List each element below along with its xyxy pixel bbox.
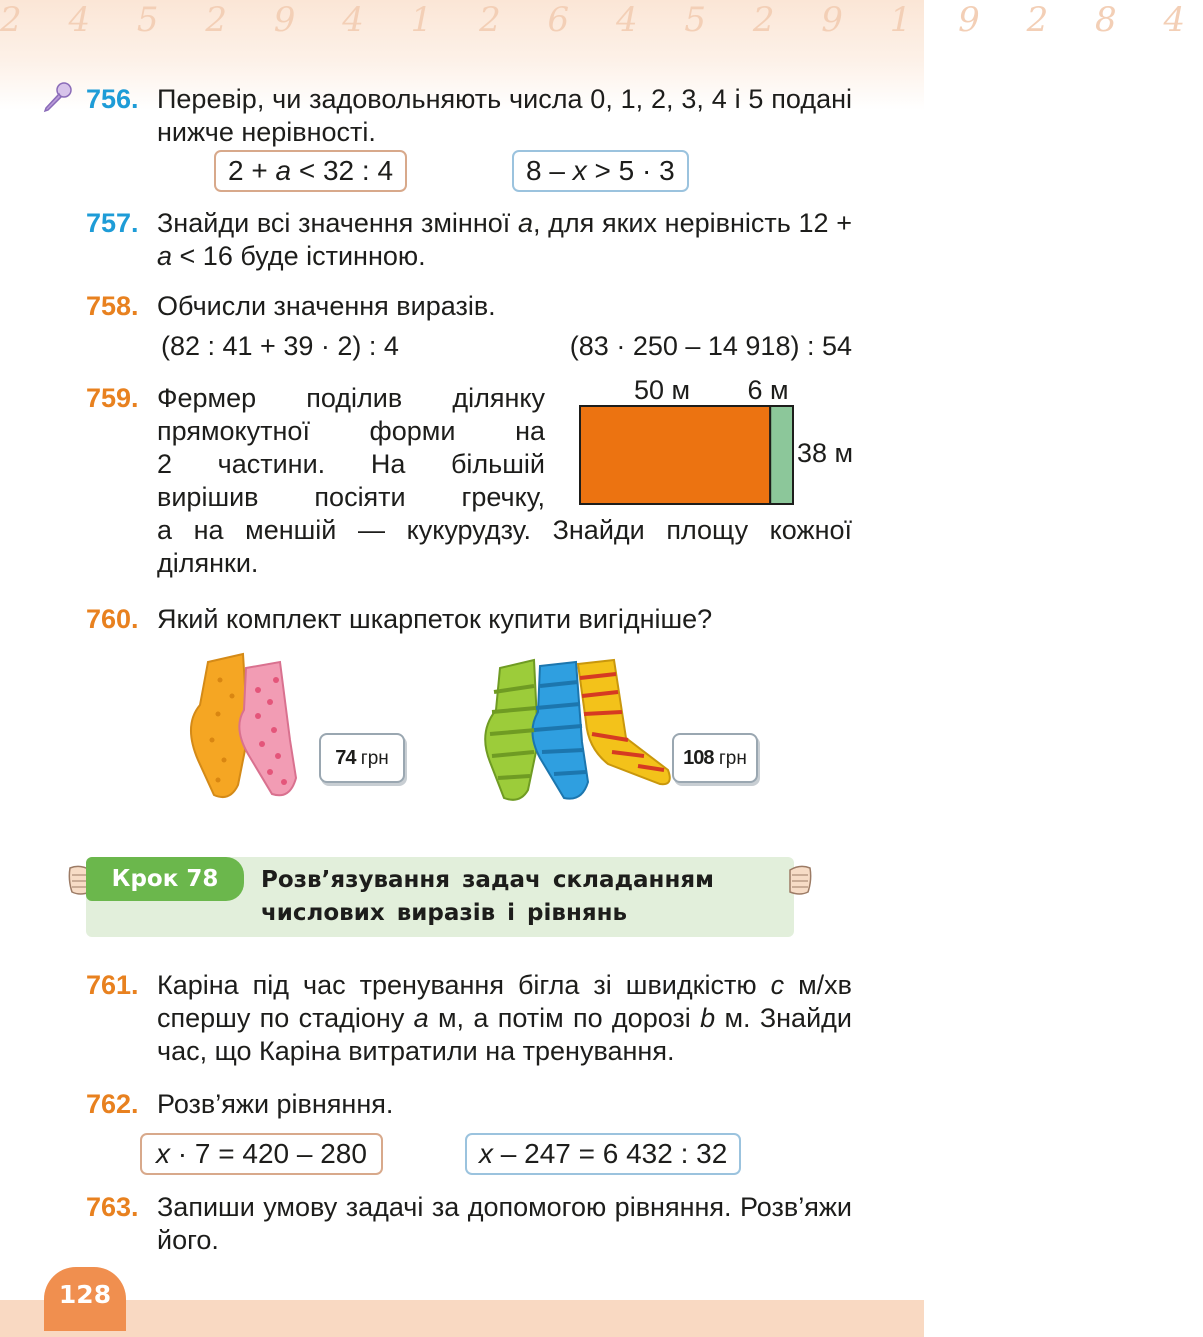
microphone-pencil-icon [40,80,74,114]
price-unit: грн [718,748,747,769]
inequality-2 [512,150,689,192]
price-tag-1 [319,733,405,783]
variable: a [157,241,173,271]
variable: a [413,1003,429,1033]
task-text: Запиши умову задачі за допомогою рівняння. Розв’яжи його. [157,1192,852,1255]
task-text [157,969,852,1068]
task-text: Обчисли значення виразів. [157,291,496,321]
inequality-1 [214,150,407,192]
text-line: 2 частини. На більшій [157,449,545,479]
price-unit: грн [360,748,389,769]
text-line: Фермер поділив ділянку [157,383,545,413]
task-number: 758. [86,291,139,321]
task-number: 756. [86,84,139,114]
equation-1 [140,1133,383,1175]
task-text: Розв’яжи рівняння. [157,1089,394,1119]
text-part: < 16 буде істинною. [172,241,426,271]
price-value: 108 [683,747,714,769]
socks-set-2-illustration [478,652,678,807]
pointing-hand-right-icon [786,862,814,898]
expression-1: (82 : 41 + 39 · 2) : 4 [161,331,399,361]
task-number: 759. [86,383,139,413]
task-text [157,207,852,273]
variable: c [770,970,785,1000]
field-part-corn [770,406,793,504]
task-762 [86,1088,852,1121]
task-number: 760. [86,604,139,634]
text-part: м, а потім по дорозі [428,1003,701,1033]
lesson-step-title [261,864,781,930]
task-760 [86,603,852,636]
text-part: Знайди всі значення змінної [157,208,518,238]
expression-2: (83 · 250 – 14 918) : 54 [569,331,852,361]
equation-part: – 247 = 6 432 : 32 [493,1138,728,1169]
label-length-small: 6 м [747,375,789,405]
inequality-part: 2 + [228,155,276,186]
task-761 [86,969,852,1068]
task-763 [86,1191,852,1257]
inequality-part: > 5 · 3 [586,155,675,186]
task-758 [86,290,852,361]
text-part: м. Знайди час, що Каріна витратили на тренування. [157,1003,852,1066]
task-text: Перевір, чи задовольняють числа 0, 1, 2, 3, 4 і 5 подані нижче нерівності. [157,84,852,147]
task-text-lines [157,382,545,514]
text-line: прямокутної форми на [157,416,545,446]
field-diagram [570,372,870,512]
equation-part: · 7 = 420 – 280 [170,1138,367,1169]
footer-band [0,1300,924,1337]
task-number: 762. [86,1089,139,1119]
label-length-big: 50 м [633,375,691,405]
lesson-step-label: Крок 78 [86,857,244,901]
inequality-part: 8 – [526,155,573,186]
task-number: 763. [86,1192,139,1222]
variable: x [156,1138,170,1169]
socks-set-1-illustration [178,650,328,805]
price-tag-2 [672,733,758,783]
inequality-part: < 32 : 4 [291,155,394,186]
task-text: Який комплект шкарпеток купити вигідніше? [157,604,713,634]
variable: x [572,155,587,186]
decorative-digits: 2 4 5 2 9 4 1 2 6 4 5 2 9 1 9 2 8 4 [0,0,1203,40]
equation-2 [465,1133,741,1175]
text-part: м/хв спершу по стадіону [157,970,852,1033]
task-number: 761. [86,970,139,1000]
price-value: 74 [335,747,356,769]
text-part: Каріна під час тренування бігла зі швидкістю [157,970,771,1000]
task-number: 757. [86,208,139,238]
title-line: Розв’язування задач складанням [261,867,714,893]
variable: x [479,1138,493,1169]
title-line: числових виразів і рівнянь [261,900,628,926]
text-part: , для яких нерівність 12 + [532,208,852,238]
variable: a [275,155,292,186]
label-height: 38 м [797,438,854,468]
variable: b [700,1003,716,1033]
page-number: 128 [44,1267,126,1331]
task-757 [86,207,852,273]
task-text-continued: а на меншій — кукурудзу. Знайди площу кожної ділянки. [157,515,852,578]
task-756 [86,83,852,149]
text-line: вирішив посіяти гречку, [157,482,545,512]
field-part-buckwheat [580,406,770,504]
variable: a [517,208,533,238]
